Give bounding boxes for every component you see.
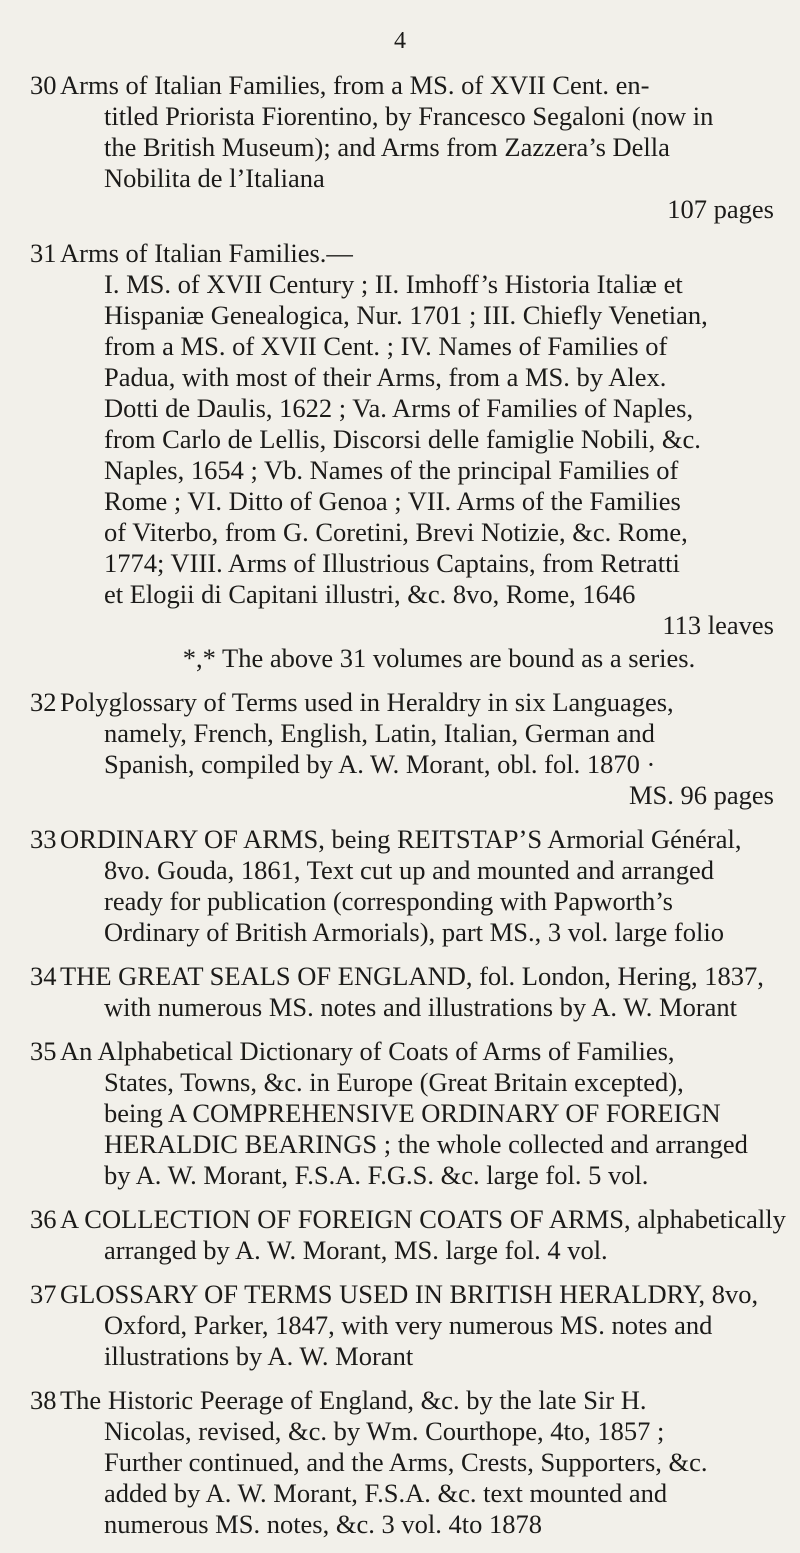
entry-line: HERALDIC BEARINGS ; the whole collected and arranged xyxy=(104,1129,748,1159)
entry-line: An Alphabetical Dictionary of Coats of Arms of Families, xyxy=(60,1036,675,1066)
entry-number: 32 xyxy=(30,687,57,717)
entry-line: Spanish, compiled by A. W. Morant, obl. fol. 1870 · xyxy=(104,749,656,779)
page-number: 4 xyxy=(394,28,406,54)
entry-line: et Elogii di Capitani illustri, &c. 8vo, Rome, 1646 xyxy=(104,579,636,609)
entry-extent: MS. 96 pages xyxy=(628,780,774,810)
entry-line: the British Museum); and Arms from Zazzera’s Della xyxy=(104,132,670,162)
entry-line: THE GREAT SEALS OF ENGLAND, fol. London, Hering, 1837, xyxy=(60,961,764,991)
entry-line: A COLLECTION OF FOREIGN COATS OF ARMS, alphabetically xyxy=(60,1204,786,1234)
catalogue-entry xyxy=(0,961,800,1023)
entry-line: Ordinary of British Armorials), part MS., 3 vol. large folio xyxy=(104,917,724,947)
entry-line: Arms of Italian Families, from a MS. of XVII Cent. en- xyxy=(60,70,650,100)
entry-line: Nobilita de l’Italiana xyxy=(104,163,325,193)
entry-line: arranged by A. W. Morant, MS. large fol. 4 vol. xyxy=(104,1235,608,1265)
entry-number: 30 xyxy=(30,70,57,100)
entry-line: Padua, with most of their Arms, from a MS. by Alex. xyxy=(104,362,667,392)
entry-line: ORDINARY OF ARMS, being REITSTAP’S Armorial Général, xyxy=(60,824,742,854)
entry-number: 34 xyxy=(30,961,57,991)
entry-number: 36 xyxy=(30,1204,57,1234)
entry-line: Arms of Italian Families.— xyxy=(60,238,353,268)
entry-line: from Carlo de Lellis, Discorsi delle famiglie Nobili, &c. xyxy=(104,424,701,454)
catalogue-entry xyxy=(0,1385,800,1540)
entry-line: Oxford, Parker, 1847, with very numerous MS. notes and xyxy=(104,1310,713,1340)
series-note: *,* The above 31 volumes are bound as a series. xyxy=(182,643,696,673)
entry-number: 33 xyxy=(30,824,57,854)
entry-line: with numerous MS. notes and illustrations by A. W. Morant xyxy=(104,992,738,1022)
catalogue-entry xyxy=(0,1204,800,1266)
entry-number: 31 xyxy=(30,238,57,268)
entry-line: from a MS. of XVII Cent. ; IV. Names of Families of xyxy=(104,331,668,361)
entry-extent: 113 leaves xyxy=(662,610,774,640)
entry-line: GLOSSARY OF TERMS USED IN BRITISH HERALDRY, 8vo, xyxy=(60,1279,759,1309)
catalogue-entry xyxy=(0,1036,800,1191)
entry-line: Polyglossary of Terms used in Heraldry in six Languages, xyxy=(60,687,674,717)
catalogue-entries xyxy=(0,70,800,1553)
entry-number: 35 xyxy=(30,1036,57,1066)
entry-line: Further continued, and the Arms, Crests, Supporters, &c. xyxy=(104,1447,708,1477)
catalogue-entry xyxy=(0,70,800,225)
catalogue-entry xyxy=(0,238,800,674)
entry-extent: 107 pages xyxy=(667,194,774,224)
entry-line: Rome ; VI. Ditto of Genoa ; VII. Arms of the Families xyxy=(104,486,681,516)
entry-line: illustrations by A. W. Morant xyxy=(104,1341,414,1371)
entry-line: namely, French, English, Latin, Italian, German and xyxy=(104,718,655,748)
entry-number: 37 xyxy=(30,1279,57,1309)
entry-line: I. MS. of XVII Century ; II. Imhoff’s Historia Italiæ et xyxy=(104,269,683,299)
entry-line: titled Priorista Fiorentino, by Francesco Segaloni (now in xyxy=(104,101,714,131)
entry-line: Hispaniæ Genealogica, Nur. 1701 ; III. Chiefly Venetian, xyxy=(104,300,708,330)
entry-line: Naples, 1654 ; Vb. Names of the principal Families of xyxy=(104,455,679,485)
entry-number: 38 xyxy=(30,1385,57,1415)
entry-line: ready for publication (corresponding with Papworth’s xyxy=(104,886,673,916)
entry-line: of Viterbo, from G. Coretini, Brevi Notizie, &c. Rome, xyxy=(104,517,688,547)
entry-line: Nicolas, revised, &c. by Wm. Courthope, 4to, 1857 ; xyxy=(104,1416,665,1446)
entry-line: The Historic Peerage of England, &c. by the late Sir H. xyxy=(60,1385,647,1415)
entry-line: 8vo. Gouda, 1861, Text cut up and mounted and arranged xyxy=(104,855,714,885)
entry-line: added by A. W. Morant, F.S.A. &c. text mounted and xyxy=(104,1478,668,1508)
entry-line: numerous MS. notes, &c. 3 vol. 4to 1878 xyxy=(104,1509,542,1539)
catalogue-entry xyxy=(0,824,800,948)
entry-line: 1774; VIII. Arms of Illustrious Captains, from Retratti xyxy=(104,548,680,578)
entry-line: by A. W. Morant, F.S.A. F.G.S. &c. large fol. 5 vol. xyxy=(104,1160,649,1190)
entry-line: States, Towns, &c. in Europe (Great Britain excepted), xyxy=(104,1067,684,1097)
entry-line: Dotti de Daulis, 1622 ; Va. Arms of Families of Naples, xyxy=(104,393,694,423)
catalogue-entry xyxy=(0,687,800,811)
entry-line: being A COMPREHENSIVE ORDINARY OF FOREIGN xyxy=(104,1098,721,1128)
catalogue-entry xyxy=(0,1279,800,1372)
